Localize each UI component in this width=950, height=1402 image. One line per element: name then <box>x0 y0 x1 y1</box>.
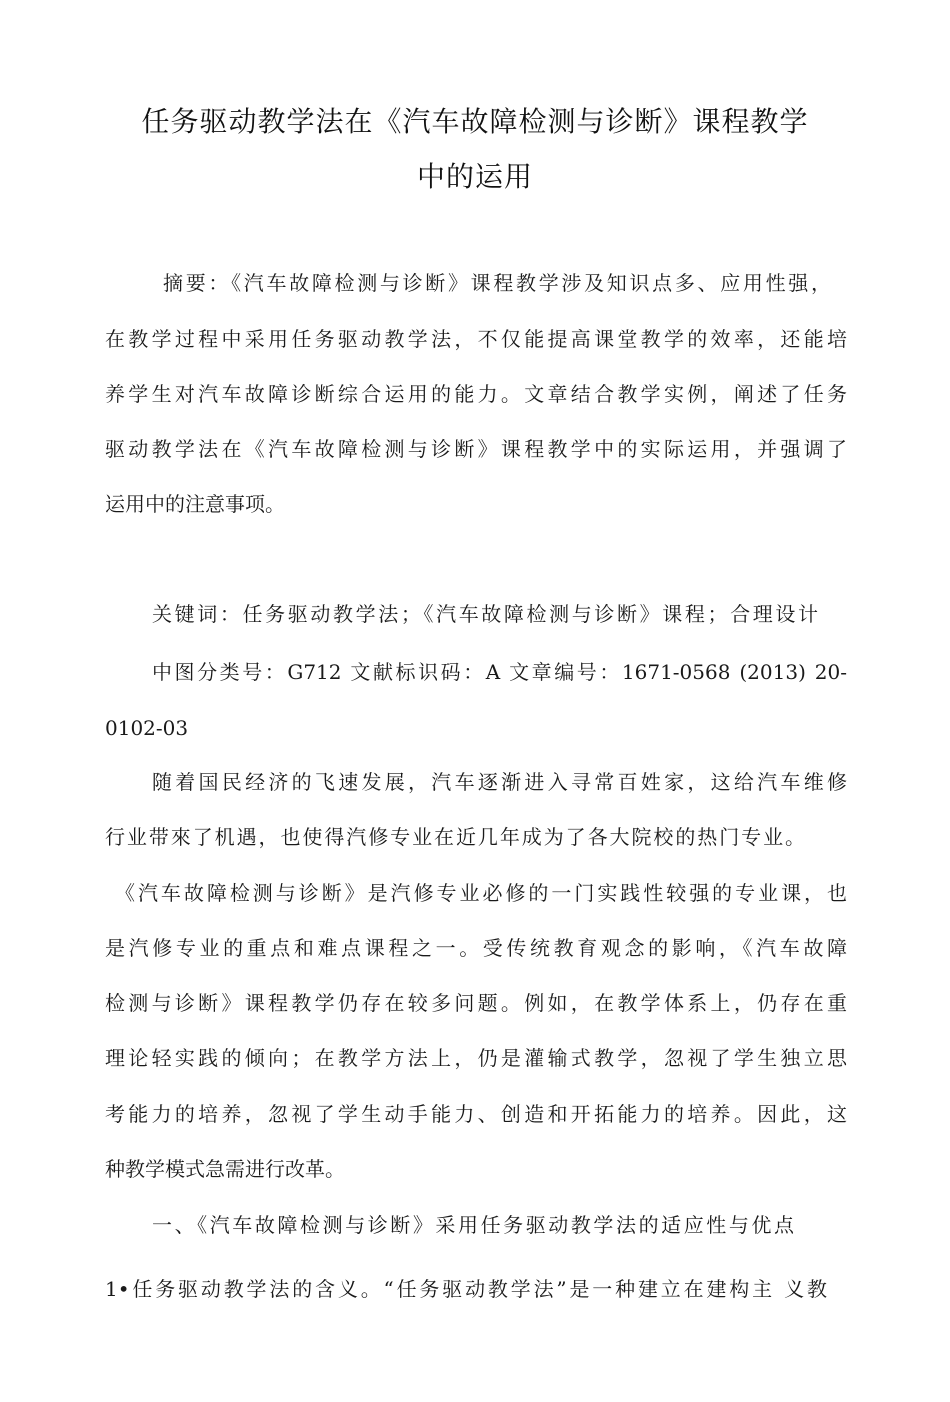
abstract-line: 运用中的注意事项。 <box>105 492 285 516</box>
abstract-line: 在教学过程中采用任务驱动教学法，不仅能提高课堂教学的效率，还能培 <box>105 327 847 351</box>
abstract-line: 养学生对汽车故障诊断综合运用的能力。文章结合教学实例，阐述了任务 <box>105 382 847 406</box>
body-line: 1•任务驱动教学法的含义。“任务驱动教学法”是一种建立在建构主 义教 <box>105 1277 827 1301</box>
classification-line: 中图分类号：G712 文献标识码：A 文章编号：1671-0568 (2013) 20- <box>152 660 847 684</box>
title-line-1: 任务驱动教学法在《汽车故障检测与诊断》课程教学 <box>141 105 809 138</box>
body-line: 是汽修专业的重点和难点课程之一。受传统教育观念的影响，《汽车故障 <box>105 936 847 960</box>
body-line: 行业带來了机遇，也使得汽修专业在近几年成为了各大院校的热门专业。 <box>105 825 805 849</box>
abstract-line: 驱动教学法在《汽车故障检测与诊断》课程教学中的实际运用，并强调了 <box>105 437 847 461</box>
classification-line: 0102-03 <box>105 716 189 740</box>
body-line: 考能力的培养，忽视了学生动手能力、创造和开拓能力的培养。因此，这 <box>105 1102 847 1126</box>
body-line: 随着国民经济的飞速发展，汽车逐渐进入寻常百姓家，这给汽车维修 <box>152 770 847 794</box>
section-heading: 一、《汽车故障检测与诊断》采用任务驱动教学法的适应性与优点 <box>152 1213 794 1237</box>
body-line: 检测与诊断》课程教学仍存在较多问题。例如，在教学体系上，仍存在重 <box>105 991 847 1015</box>
body-line: 种教学模式急需进行改革。 <box>105 1157 345 1181</box>
title-line-2: 中的运用 <box>416 160 533 193</box>
abstract-line: 摘要：《汽车故障检测与诊断》课程教学涉及知识点多、应用性强， <box>163 271 831 295</box>
body-line: 《汽车故障检测与诊断》是汽修专业必修的一门实践性较强的专业课，也 <box>115 881 847 905</box>
body-line: 理论轻实践的倾向；在教学方法上，仍是灌输式教学，忽视了学生独立思 <box>105 1046 847 1070</box>
keywords-line: 关键词：任务驱动教学法；《汽车故障检测与诊断》课程；合理设计 <box>152 602 818 626</box>
